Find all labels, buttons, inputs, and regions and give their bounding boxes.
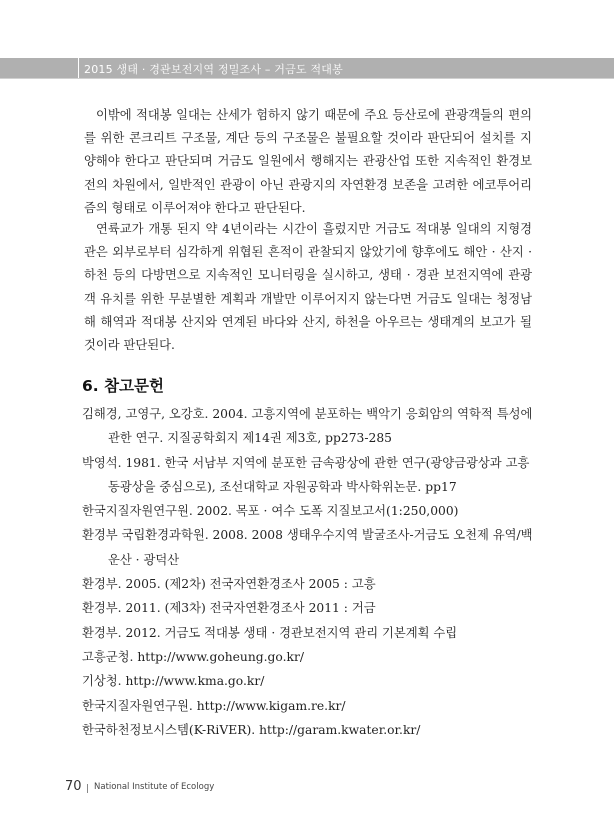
reference-item: 환경부. 2005. (제2차) 전국자연환경조사 2005 : 고흥 [82,577,376,592]
body-paragraph-2: 연륙교가 개통 된지 약 4년이라는 시간이 흘렀지만 거금도 적대봉 일대의 지형경관은 외부로부터 심각하게 위협된 흔적이 관찰되지 않았기에 향후에도 해안 · 산지 · 하천 등의 다방면으로 지속적인 모니터링을 실시하고, 생태 · 경관 보전지역에 관광객 유치를 위한 무분별한 계획과 개발만 이루어지지 않는다면 거금도 일대는 청정남해 해역과 적대봉 산지와 연계된 바다와 산지, 하천을 아우르는 생태계의 보고가 될 것이라 판단된다. [84,222,532,353]
page-number: 70 [65,779,82,794]
reference-item: 고흥군청. http://www.goheung.go.kr/ [82,649,304,664]
reference-item: 한국지질자원연구원. 2002. 목포 · 여수 도폭 지질보고서(1:250,000) [82,504,459,519]
reference-list [82,402,537,742]
top-margin [0,0,614,58]
section-heading-references: 6. 참고문헌 [82,377,164,395]
footer-institution: National Institute of Ecology [94,782,215,792]
reference-item: 환경부. 2011. (제3차) 전국자연환경조사 2011 : 거금 [82,601,376,616]
reference-item: 한국지질자원연구원. http://www.kigam.re.kr/ [82,698,346,713]
reference-item: 한국하천정보시스템(K-RiVER). http://garam.kwater.or.kr/ [82,722,421,737]
reference-item: 기상청. http://www.kma.go.kr/ [82,674,265,689]
body-paragraph-1: 이밖에 적대봉 일대는 산세가 험하지 않기 때문에 주요 등산로에 관광객들의 편의를 위한 콘크리트 구조물, 계단 등의 구조물은 불필요할 것이라 판단되어 설치를 지양해야 한다고 판단되며 거금도 일원에서 행해지는 관광산업 또한 지속적인 환경보전의 차원에서, 일반적인 관광이 아닌 관광지의 자연환경 보존을 고려한 에코투어리즘의 형태로 이루어져야 한다고 판단된다. [84,108,532,215]
reference-item: 환경부. 2012. 거금도 적대봉 생태 · 경관보전지역 관리 기본계획 수립 [82,625,458,640]
running-header-title: 2015 생태 · 경관보전지역 정밀조사 – 거금도 적대봉 [84,63,343,76]
header-underline [0,78,614,79]
reference-item: 김해경, 고영구, 오강호. 2004. 고흥지역에 분포하는 백악기 응회암의 역학적 특성에 관한 연구. 지질공학회지 제14권 제3호, pp273-285 [82,407,533,446]
header-divider [78,58,79,78]
footer-separator [87,784,88,793]
reference-item: 환경부 국립환경과학원. 2008. 2008 생태우수지역 발굴조사-거금도 오천제 유역/백운산 · 광덕산 [82,528,533,567]
reference-item: 박영석. 1981. 한국 서남부 지역에 분포한 금속광상에 관한 연구(광양금광상과 고흥동광상을 중심으로), 조선대학교 자원공학과 박사학위논문. pp17 [82,455,530,494]
